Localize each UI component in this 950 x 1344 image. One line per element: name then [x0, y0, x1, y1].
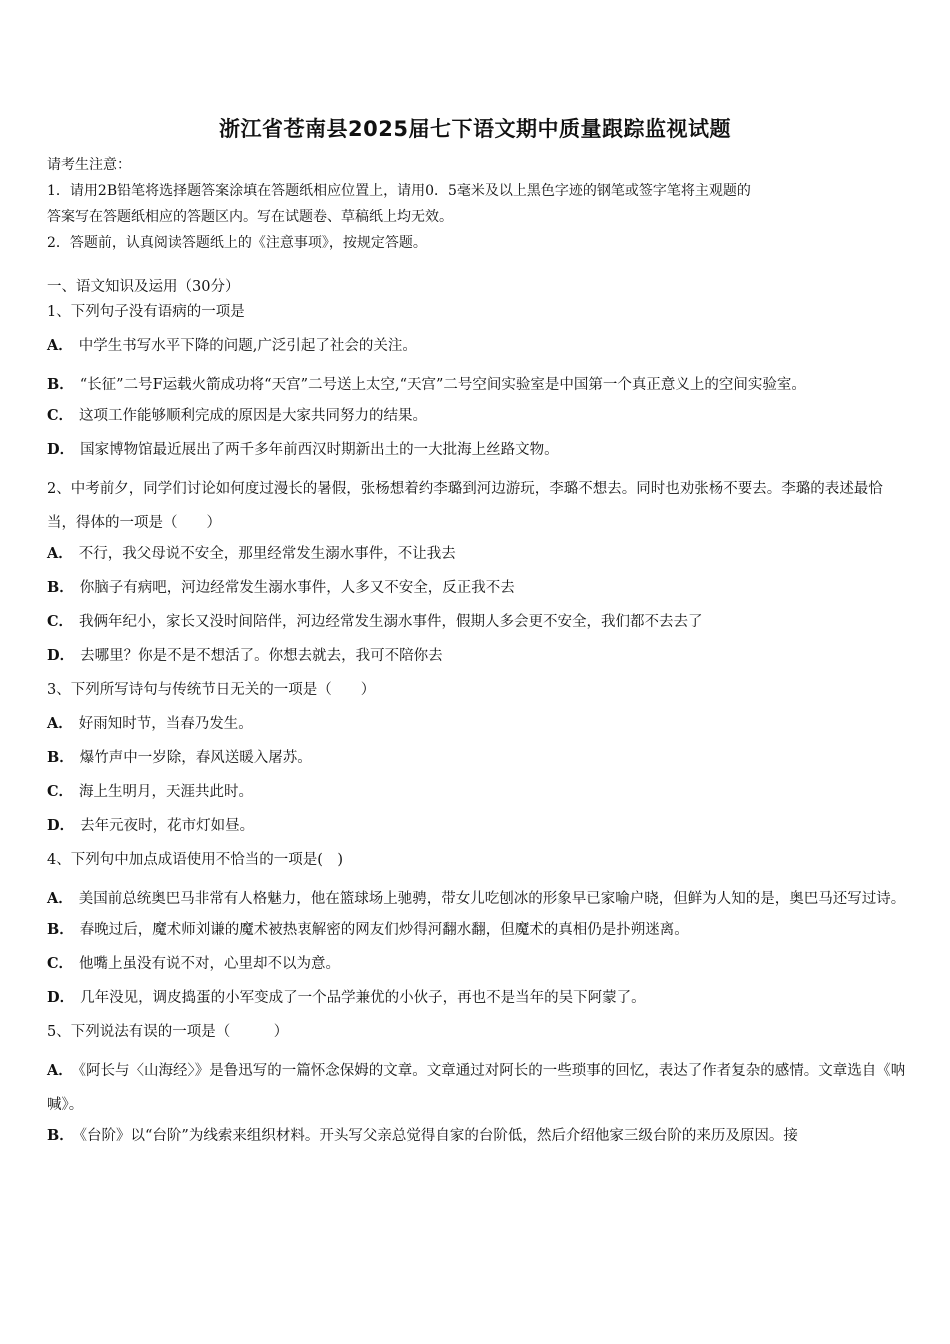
option-label: D．	[47, 647, 75, 664]
option-item	[47, 1124, 907, 1148]
option-label: B．	[47, 921, 74, 938]
notice-block	[47, 152, 907, 256]
section-heading: 一、语文知识及运用（30分）	[47, 279, 240, 295]
option-label: C．	[47, 407, 74, 424]
option-item	[47, 952, 907, 976]
option-label: A．	[47, 715, 73, 732]
option-text: 去年元夜时，花市灯如昼。	[80, 818, 255, 834]
notice-line: 1．请用2B铅笔将选择题答案涂填在答题纸相应位置上，请用0．5毫米及以上黑色字迹的钢笔或签字笔将主观题的	[47, 183, 751, 199]
question-stem: 4、下列句中加点成语使用不恰当的一项是( )	[47, 852, 344, 868]
option-text: 他嘴上虽没有说不对，心里却不以为意。	[79, 956, 341, 972]
option-label: D．	[47, 441, 75, 458]
option-item	[47, 1054, 907, 1122]
option-label: D．	[47, 817, 75, 834]
option-label: B．	[47, 579, 74, 596]
option-item	[47, 404, 907, 428]
option-text: “长征”二号F运载火箭成功将“天宫”二号送上太空,“天宫”二号空间实验室是中国第一个真正意义上的空间实验室。	[79, 377, 806, 393]
option-text: 不行，我父母说不安全，那里经常发生溺水事件，不让我去	[78, 546, 456, 562]
option-text: 海上生明月，天涯共此时。	[79, 784, 254, 800]
option-text: 去哪里？你是不是不想活了。你想去就去，我可不陪你去	[80, 648, 443, 664]
option-label: A．	[47, 337, 73, 354]
option-label: C．	[47, 783, 74, 800]
option-text: 爆竹声中一岁除，春风送暖入屠苏。	[79, 750, 312, 766]
option-item	[47, 610, 907, 634]
option-text: 我俩年纪小，家长又没时间陪伴，河边经常发生溺水事件，假期人多会更不安全，我们都不去去了	[79, 614, 703, 630]
option-item	[47, 814, 907, 838]
option-label: A．	[47, 545, 73, 562]
option-label: C．	[47, 955, 74, 972]
option-label: C．	[47, 613, 74, 630]
option-label: B．	[47, 376, 74, 393]
option-label: A．	[47, 1062, 73, 1079]
question-stem: 3、下列所写诗句与传统节日无关的一项是（ ）	[47, 682, 376, 698]
exam-title: 浙江省苍南县2025届七下语文期中质量跟踪监视试题	[219, 117, 731, 141]
option-text: 国家博物馆最近展出了两千多年前西汉时期新出土的一大批海上丝路文物。	[80, 442, 559, 458]
notice-line: 答案写在答题纸相应的答题区内。写在试题卷、草稿纸上均无效。	[47, 209, 453, 225]
option-item	[47, 334, 907, 358]
question-stem: 5、下列说法有误的一项是（ ）	[47, 1024, 289, 1040]
option-item	[47, 438, 907, 462]
option-item	[47, 746, 907, 770]
notice-line: 2．答题前，认真阅读答题纸上的《注意事项》，按规定答题。	[47, 235, 427, 251]
notice-heading: 请考生注意：	[47, 157, 131, 173]
option-text: 好雨知时节，当春乃发生。	[78, 716, 253, 732]
option-label: D．	[47, 989, 75, 1006]
option-text: 中学生书写水平下降的问题,广泛引起了社会的关注。	[78, 338, 417, 354]
option-text: 你脑子有病吧，河边经常发生溺水事件，人多又不安全，反正我不去	[79, 580, 515, 596]
option-item	[47, 368, 907, 402]
question-stem: 2、中考前夕，同学们讨论如何度过漫长的暑假，张杨想着约李璐到河边游玩，李璐不想去。同时也劝张杨不要去。李璐的表述最恰当，得体的一项是（ ）	[47, 481, 883, 531]
option-text: 《阿长与〈山海经〉》是鲁迅写的一篇怀念保姆的文章。文章通过对阿长的一些琐事的回忆，表达了作者复杂的感情。文章选自《呐喊》。	[47, 1063, 906, 1113]
option-item	[47, 882, 907, 916]
option-item	[47, 780, 907, 804]
option-label: B．	[47, 749, 74, 766]
option-item	[47, 712, 907, 736]
option-text: 春晚过后，魔术师刘谦的魔术被热衷解密的网友们炒得河翻水翻，但魔术的真相仍是扑朔迷离。	[79, 922, 689, 938]
option-item	[47, 542, 907, 566]
option-text: 几年没见，调皮捣蛋的小军变成了一个品学兼优的小伙子，再也不是当年的吴下阿蒙了。	[80, 990, 646, 1006]
option-item	[47, 986, 907, 1010]
question-stem: 1、下列句子没有语病的一项是	[47, 304, 245, 320]
option-label: B．	[47, 1127, 74, 1144]
option-item	[47, 576, 907, 600]
option-label: A．	[47, 890, 73, 907]
option-item	[47, 644, 907, 668]
option-item	[47, 918, 907, 942]
option-text: 《台阶》以“台阶”为线索来组织材料。开头写父亲总觉得自家的台阶低，然后介绍他家三级台阶的来历及原因。接	[79, 1128, 798, 1144]
option-text: 这项工作能够顺利完成的原因是大家共同努力的结果。	[79, 408, 428, 424]
exam-content	[47, 274, 907, 1158]
option-text: 美国前总统奥巴马非常有人格魅力，他在篮球场上驰骋，带女儿吃刨冰的形象早已家喻户晓，但鲜为人知的是，奥巴马还写过诗。	[78, 891, 906, 907]
